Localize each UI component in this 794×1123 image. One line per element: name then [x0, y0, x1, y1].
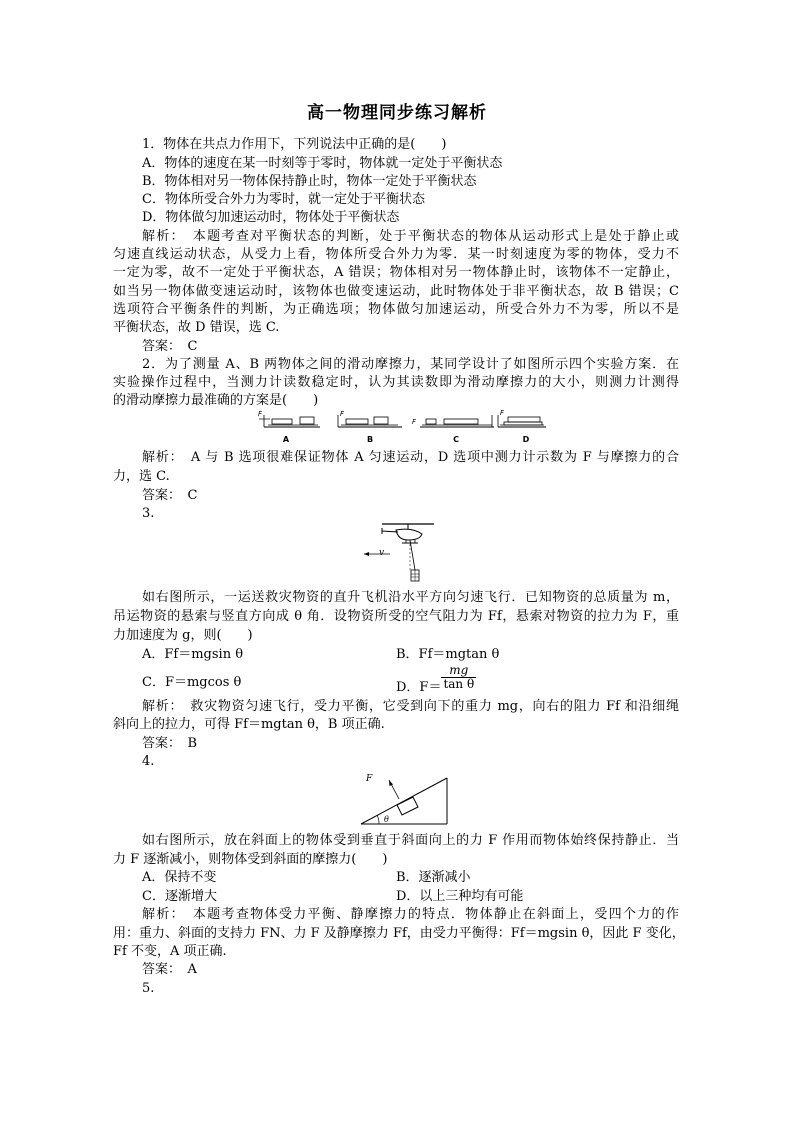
q3-analysis-line: 斜向上的拉力，可得 Ff＝mgtan θ，B 项正确.	[113, 717, 385, 732]
scheme-b-label: B	[366, 435, 374, 444]
helicopter-figure	[362, 518, 452, 590]
scheme-a-label: A	[282, 435, 290, 444]
q1-analysis-line: 如当另一物体做变速运动时，该物体也做变速运动，此时物体处于非平衡状态，故 B 错误；C	[113, 284, 679, 299]
q4-option-c: C．逐渐增大	[142, 889, 217, 904]
scheme-d-force-label: F	[500, 409, 505, 417]
q2-analysis-line: 解析： A 与 B 选项很难保证物体 A 匀速运动，D 选项中测力计示数为 F 与摩擦力的合	[142, 450, 679, 465]
scheme-a-diagram	[259, 415, 320, 427]
scheme-b-force-label: F	[340, 410, 345, 418]
scheme-c-label: C	[453, 435, 459, 444]
q4-stem-line: 力 F 逐渐减小，则物体受到斜面的摩擦力( )	[113, 852, 388, 867]
scheme-d-diagram	[498, 415, 546, 427]
q3-number: 3.	[142, 506, 155, 521]
q3-option-b: B．Ff＝mgtan θ	[396, 647, 500, 662]
q4-answer: 答案： A	[142, 962, 197, 977]
q1-option-b: B．物体相对另一物体保持静止时，物体一定处于平衡状态	[142, 174, 477, 189]
q2-answer: 答案： C	[142, 488, 198, 503]
scheme-a-force-label: F	[258, 410, 263, 418]
angle-theta-label: θ	[384, 815, 389, 824]
q1-analysis-line: 选项符合平衡条件的判断，为正确选项；物体做匀加速运动，所受合外力不为零，所以不是	[113, 302, 679, 317]
q1-option-a: A．物体的速度在某一时刻等于零时，物体就一定处于平衡状态	[142, 156, 503, 171]
q1-analysis-line: 一定为零，故不一定处于平衡状态，A 错误；物体相对另一物体静止时，该物体不一定静止，	[113, 265, 679, 280]
scheme-c-force-label: F	[412, 418, 417, 426]
q1-analysis-line: 平衡状态，故 D 错误，选 C.	[113, 320, 280, 335]
q3-option-d-fraction	[441, 664, 476, 691]
q4-stem-line: 如右图所示，放在斜面上的物体受到垂直于斜面向上的力 F 作用而物体始终保持静止．当	[142, 833, 679, 848]
page-title: 高一物理同步练习解析	[307, 103, 487, 123]
q4-option-d: D．以上三种均有可能	[396, 889, 524, 904]
q4-analysis-line: Ff 不变，A 项正确.	[113, 944, 227, 959]
q3-answer: 答案： B	[142, 736, 198, 751]
q3-option-a: A．Ff＝mgsin θ	[142, 647, 244, 662]
velocity-label: v	[379, 548, 385, 558]
q2-analysis-line: 力，选 C.	[113, 469, 170, 484]
q2-stem-line: 实验操作过程中，当测力计读数稳定时，认为其读数即为滑动摩擦力的大小，则测力计测得	[113, 375, 679, 390]
q1-stem: 1．物体在共点力作用下，下列说法中正确的是( )	[142, 137, 447, 152]
q1-option-c: C．物体所受合外力为零时，就一定处于平衡状态	[142, 192, 425, 207]
q3-option-d-prefix: D．F＝	[396, 680, 442, 695]
q3-stem-line: 如右图所示，一运送救灾物资的直升飞机沿水平方向匀速飞行．已知物资的总质量为 m，	[142, 590, 679, 605]
q2-stem-line: 2．为了测量 A、B 两物体之间的滑动摩擦力，某同学设计了如图所示四个实验方案．在	[142, 357, 679, 372]
q1-answer: 答案： C	[142, 339, 198, 354]
fraction-numerator: mg	[441, 664, 476, 678]
q3-analysis-line: 解析： 救灾物资匀速飞行，受力平衡，它受到向下的重力 mg，向右的阻力 Ff 和沿细绳	[142, 699, 679, 714]
q2-stem-line: 的滑动摩擦力最准确的方案是( )	[113, 393, 319, 408]
scheme-d-label: D	[522, 435, 530, 444]
scheme-b-diagram	[338, 415, 402, 427]
q1-analysis-line: 解析： 本题考查对平衡状态的判断，处于平衡状态的物体从运动形式上是处于静止或	[142, 229, 679, 244]
q4-analysis-line: 用：重力、斜面的支持力 FN、力 F 及静摩擦力 Ff，由受力平衡得：Ff＝mgsin θ，因此 F 变化，	[113, 926, 685, 941]
force-f-label: F	[366, 774, 373, 784]
q4-option-b: B．逐渐减小	[396, 870, 471, 885]
q1-option-d: D．物体做匀加速运动时，物体处于平衡状态	[142, 210, 400, 225]
fraction-denominator: tan θ	[443, 677, 475, 691]
q4-analysis-line: 解析： 本题考查物体受力平衡、静摩擦力的特点．物体静止在斜面上，受四个力的作	[142, 907, 679, 922]
q4-option-a: A．保持不变	[142, 870, 217, 885]
q3-option-c: C．F＝mgcos θ	[142, 675, 242, 690]
q1-analysis-line: 匀速直线运动状态，从受力上看，物体所受合外力为零．某一时刻速度为零的物体，受力不	[113, 247, 679, 262]
q2-experiment-figure	[256, 408, 546, 448]
q4-number: 4.	[142, 754, 155, 769]
q3-option-d	[396, 663, 476, 695]
q3-stem-line: 力加速度为 g，则( )	[113, 628, 253, 643]
scheme-c-diagram	[420, 415, 494, 427]
q5-number: 5.	[142, 981, 155, 996]
q3-stem-line: 吊运物资的悬索与竖直方向成 θ 角．设物资所受的空气阻力为 Ff，悬索对物资的拉力为 F，重	[113, 609, 679, 624]
